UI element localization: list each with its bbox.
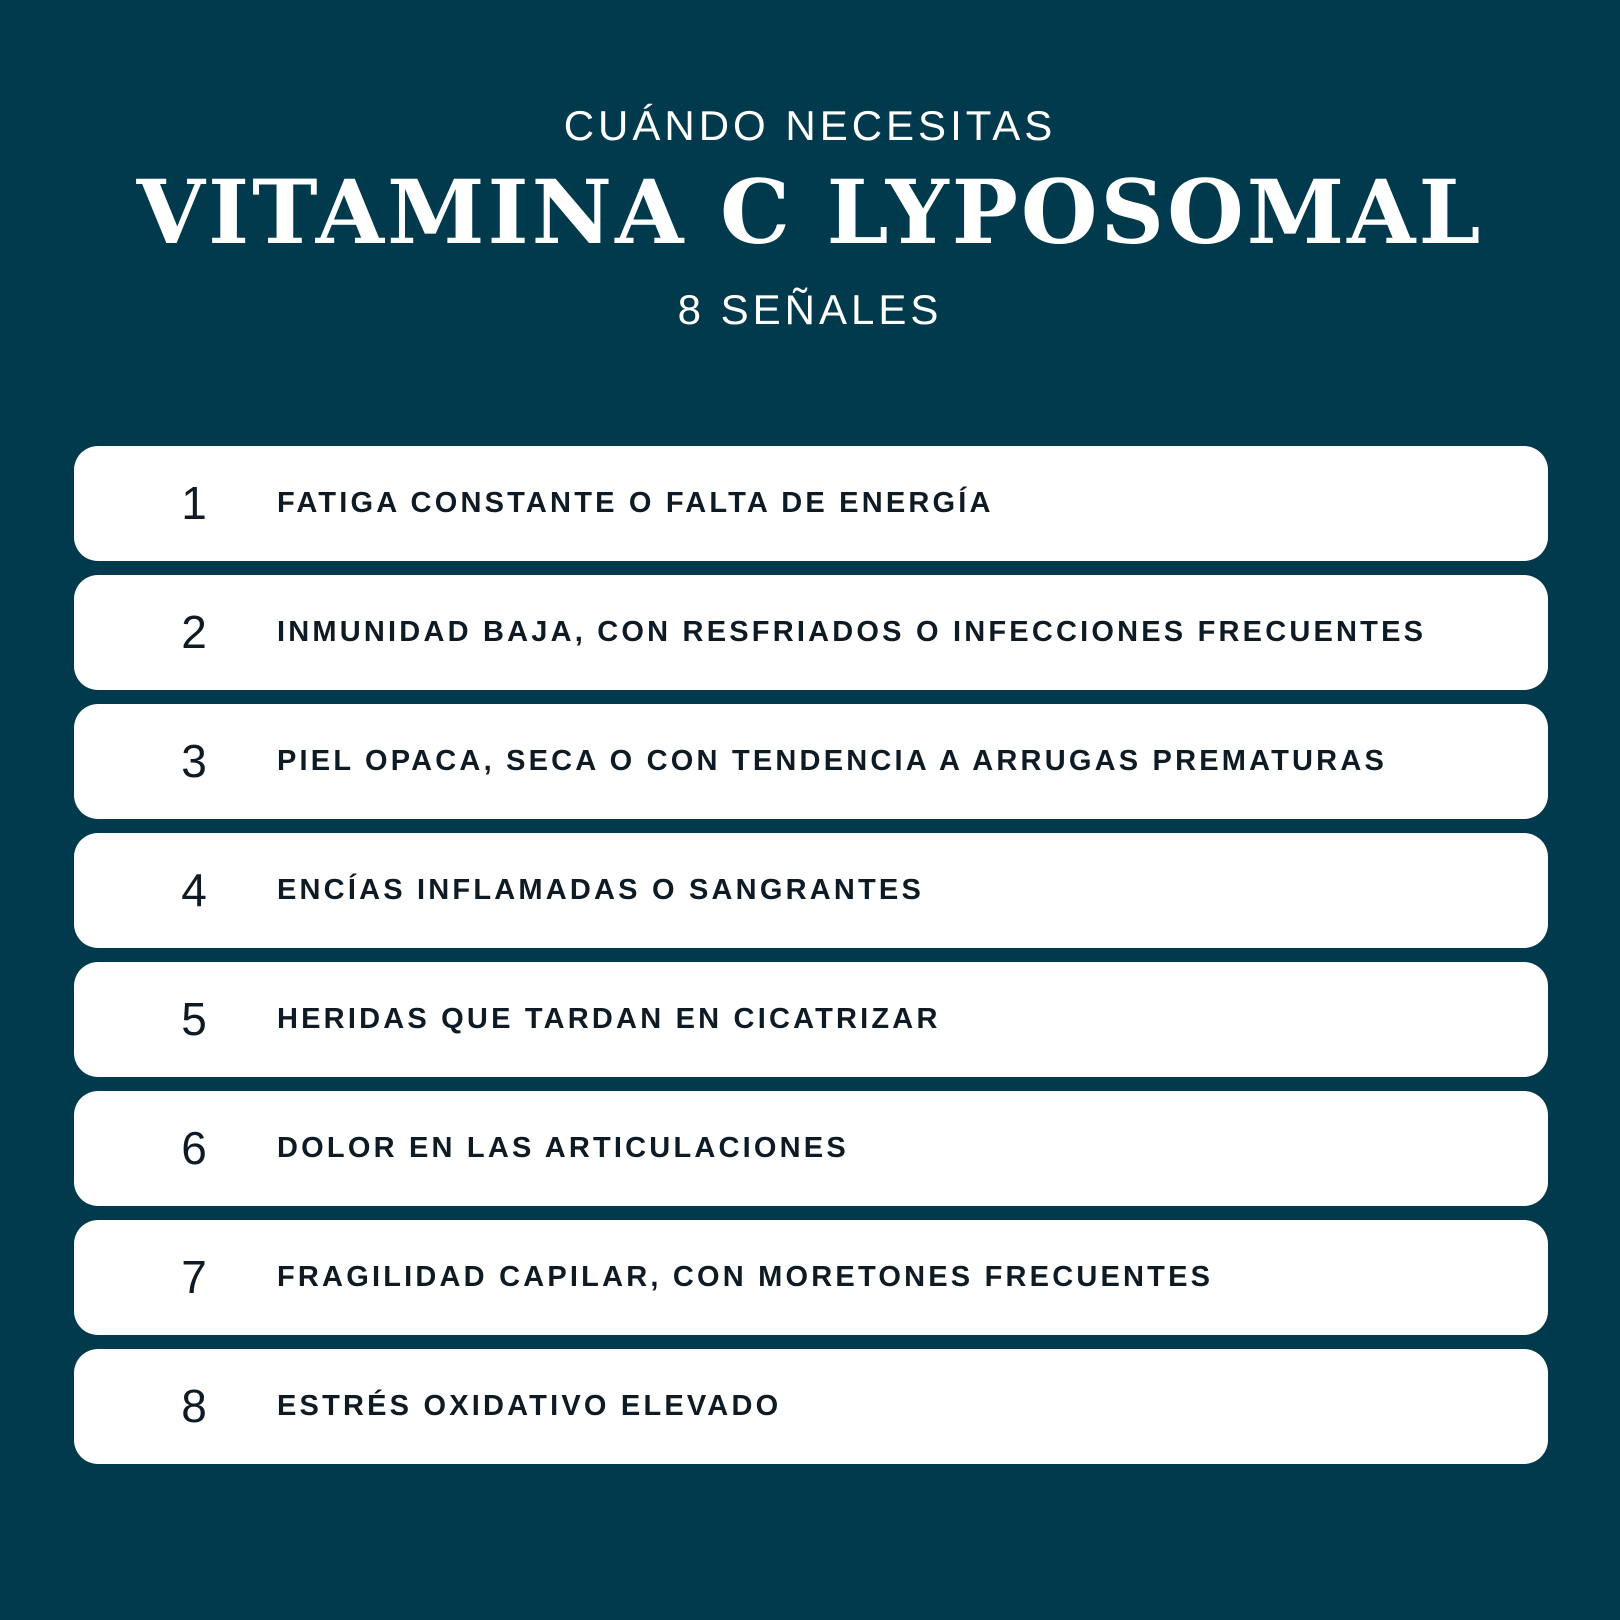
list-item: [74, 1220, 1548, 1335]
item-label: HERIDAS QUE TARDAN EN CICATRIZAR: [277, 1003, 941, 1035]
list-item: [74, 1091, 1548, 1206]
item-number: 1: [181, 477, 207, 529]
signs-list: [74, 446, 1548, 1478]
item-number: 4: [181, 864, 207, 916]
item-label: FRAGILIDAD CAPILAR, CON MORETONES FRECUENTES: [277, 1261, 1214, 1293]
item-label: FATIGA CONSTANTE O FALTA DE ENERGÍA: [277, 487, 994, 519]
list-item: [74, 446, 1548, 561]
item-number: 6: [181, 1122, 207, 1174]
item-label: ESTRÉS OXIDATIVO ELEVADO: [277, 1390, 782, 1422]
item-label: DOLOR EN LAS ARTICULACIONES: [277, 1132, 849, 1164]
item-number: 8: [181, 1380, 207, 1432]
item-label: INMUNIDAD BAJA, CON RESFRIADOS O INFECCIONES FRECUENTES: [277, 616, 1427, 648]
subtitle-text: 8 SEÑALES: [677, 286, 943, 333]
item-number: 2: [181, 606, 207, 658]
item-number: 7: [181, 1251, 207, 1303]
list-item: [74, 575, 1548, 690]
item-number: 3: [181, 735, 207, 787]
list-item: [74, 704, 1548, 819]
item-label: ENCÍAS INFLAMADAS O SANGRANTES: [277, 874, 925, 906]
eyebrow-text: CUÁNDO NECESITAS: [563, 102, 1057, 149]
list-item: [74, 962, 1548, 1077]
list-item: [74, 833, 1548, 948]
page-title: VITAMINA C LYPOSOMAL: [136, 160, 1484, 264]
list-item: [74, 1349, 1548, 1464]
item-number: 5: [181, 993, 207, 1045]
item-label: PIEL OPACA, SECA O CON TENDENCIA A ARRUGAS PREMATURAS: [277, 745, 1388, 777]
